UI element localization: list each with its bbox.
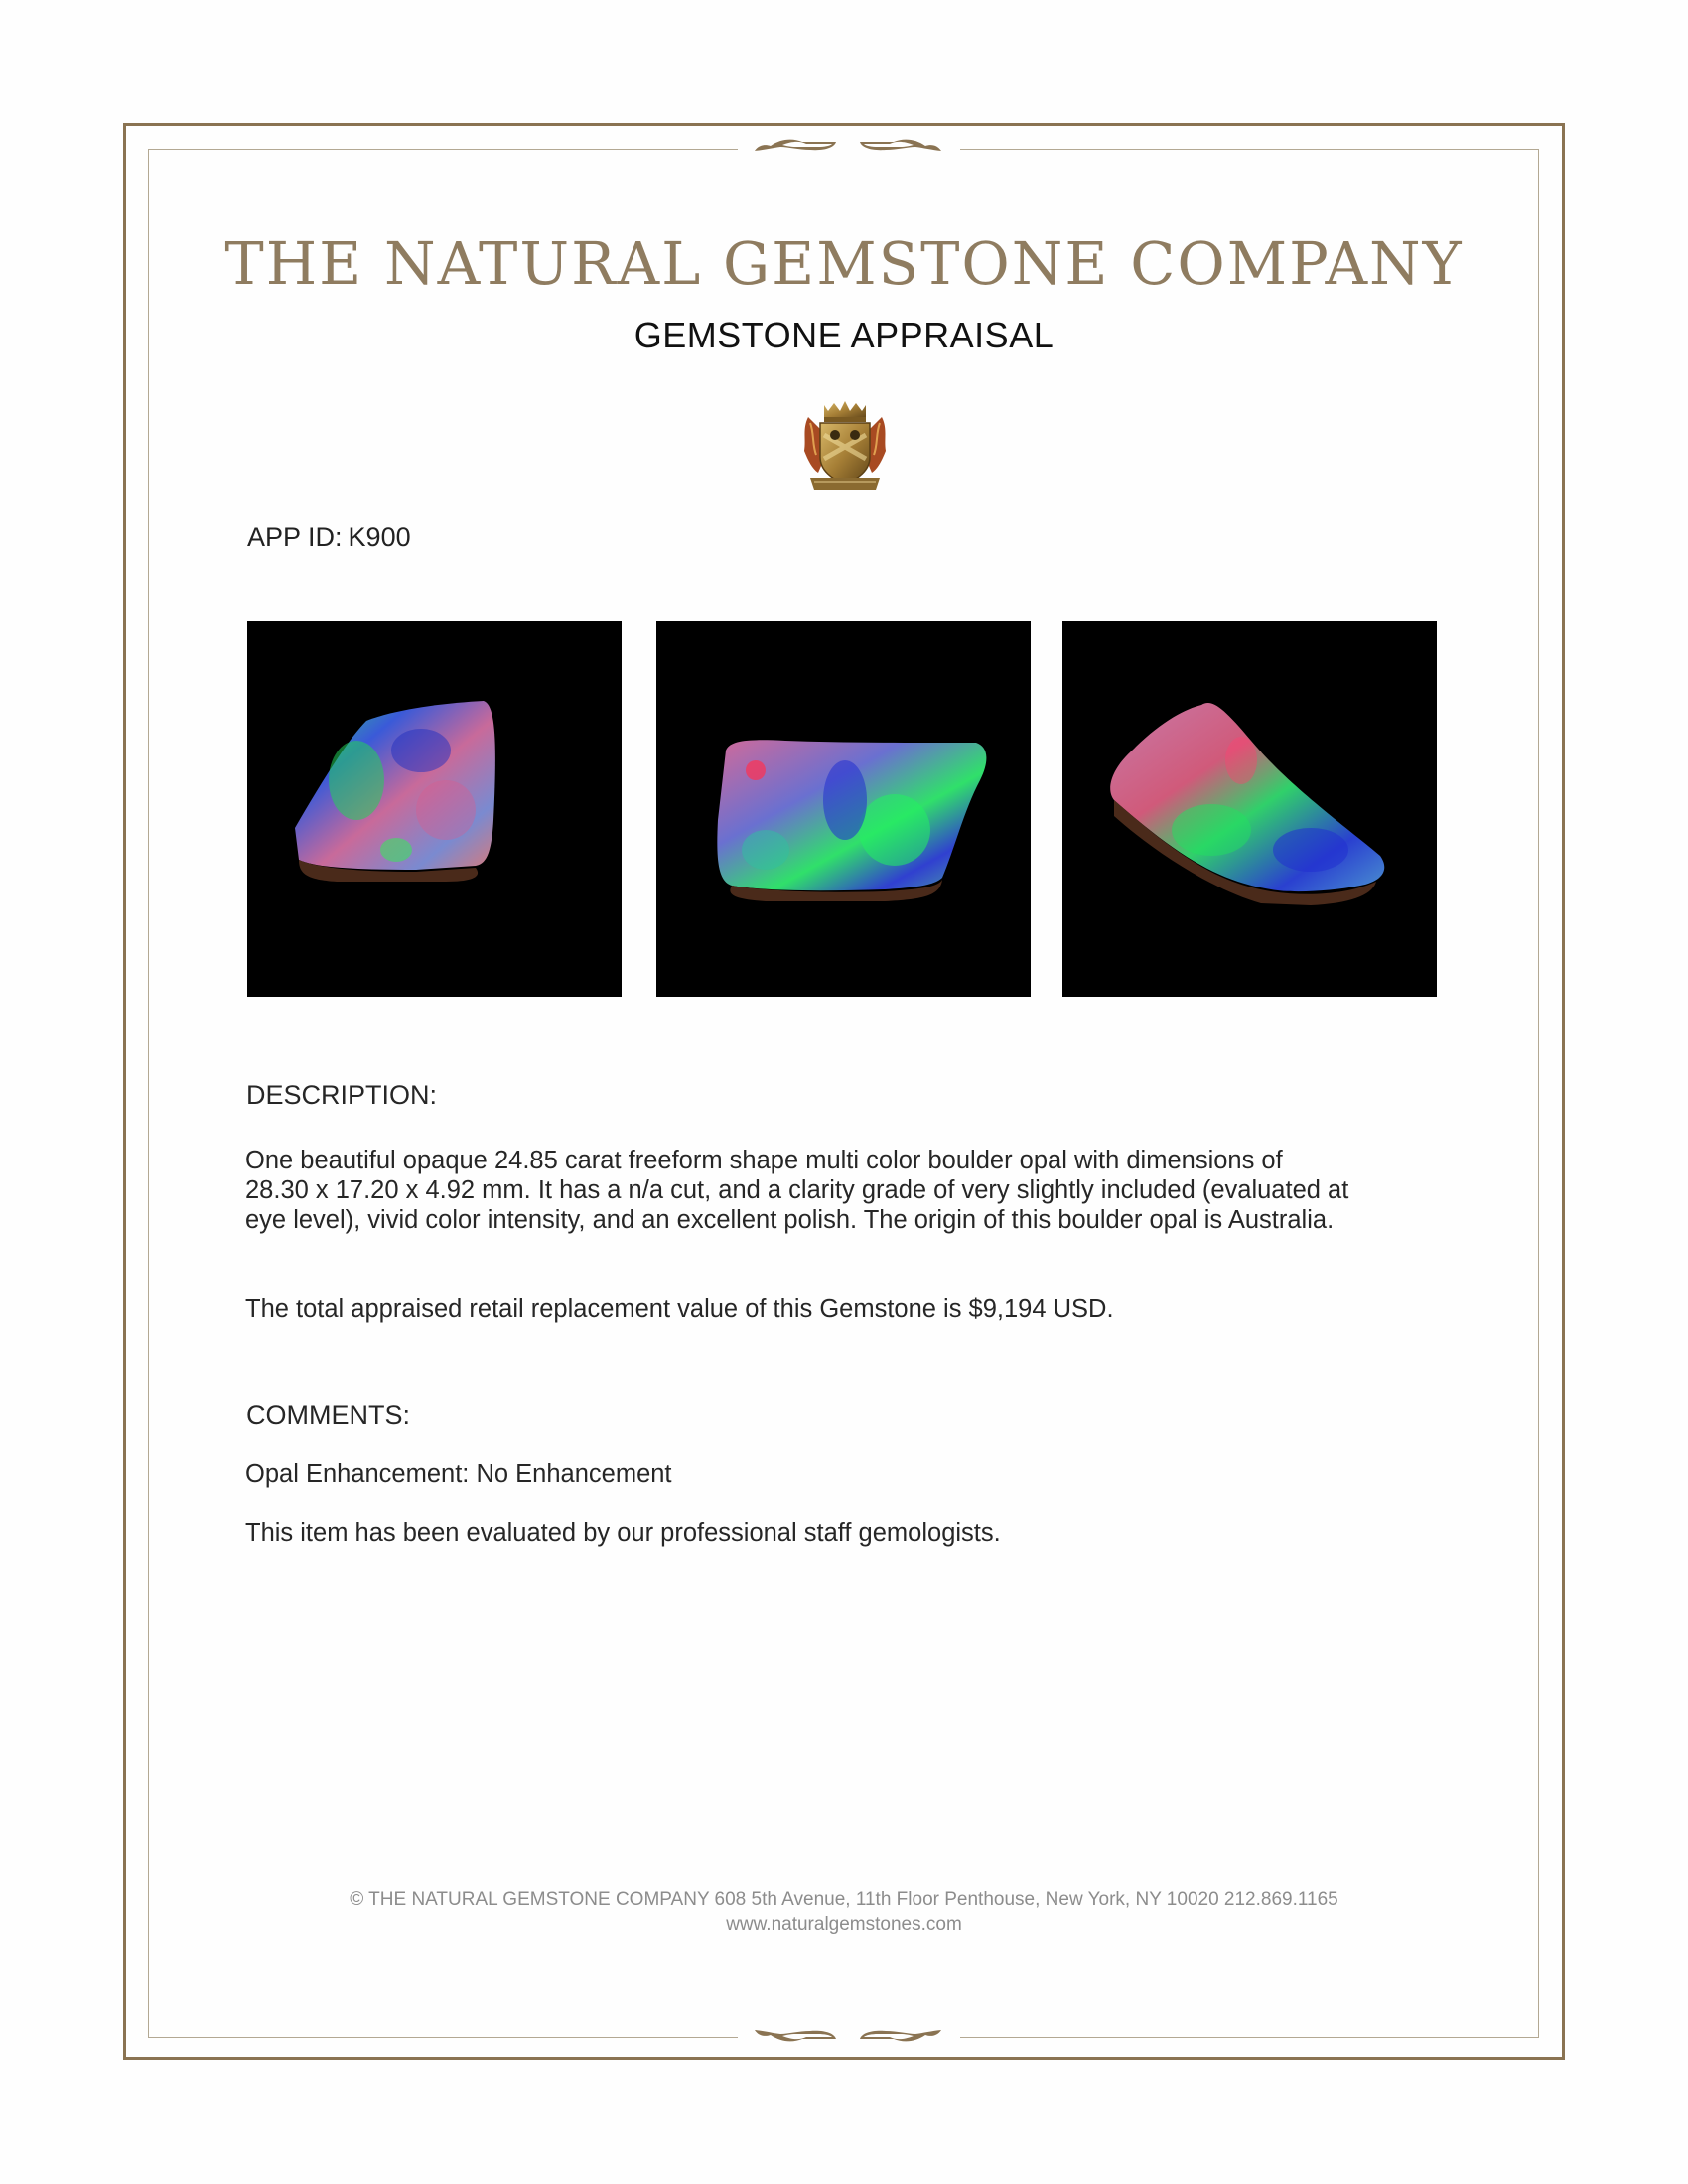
gem-photo-2 <box>656 621 1031 997</box>
opal-image-icon <box>656 621 1031 997</box>
inner-border-bottom-left <box>148 2037 738 2038</box>
flourish-ornament-icon <box>753 2026 943 2046</box>
comments-heading: COMMENTS: <box>246 1400 410 1430</box>
comment-evaluation: This item has been evaluated by our professional staff gemologists. <box>245 1519 1001 1547</box>
inner-border-right <box>1538 149 1539 2038</box>
app-id-label: APP ID: <box>247 522 343 552</box>
inner-border-top-left <box>148 149 738 150</box>
footer-website-link[interactable]: www.naturalgemstones.com <box>726 1914 962 1935</box>
description-line: 28.30 x 17.20 x 4.92 mm. It has a n/a cut, and a clarity grade of very slightly included (evaluated at <box>245 1176 1349 1204</box>
opal-image-icon <box>247 621 622 997</box>
gem-photo-1 <box>247 621 622 997</box>
description-text <box>245 1146 1457 1235</box>
appraised-value-statement: The total appraised retail replacement value of this Gemstone is $9,194 USD. <box>245 1296 1114 1323</box>
gem-photo-3 <box>1062 621 1437 997</box>
description-line: eye level), vivid color intensity, and an excellent polish. The origin of this boulder opal is Australia. <box>245 1206 1335 1234</box>
company-name: THE NATURAL GEMSTONE COMPANY <box>224 229 1464 298</box>
footer-address: © THE NATURAL GEMSTONE COMPANY 608 5th Avenue, 11th Floor Penthouse, New York, NY 10020 212.869.1165 <box>350 1889 1338 1910</box>
inner-border-left <box>148 149 149 2038</box>
document-title: GEMSTONE APPRAISAL <box>633 315 1055 355</box>
description-line: One beautiful opaque 24.85 carat freeform shape multi color boulder opal with dimensions of <box>245 1147 1283 1174</box>
inner-border-top-right <box>960 149 1539 150</box>
opal-image-icon <box>1062 621 1437 997</box>
coat-of-arms-crest-icon <box>802 399 888 494</box>
inner-border-bottom-right <box>960 2037 1539 2038</box>
description-heading: DESCRIPTION: <box>246 1080 438 1110</box>
app-id-value: K900 <box>348 522 411 552</box>
comment-enhancement: Opal Enhancement: No Enhancement <box>245 1460 672 1488</box>
flourish-ornament-icon <box>753 135 943 155</box>
app-id <box>247 520 411 554</box>
